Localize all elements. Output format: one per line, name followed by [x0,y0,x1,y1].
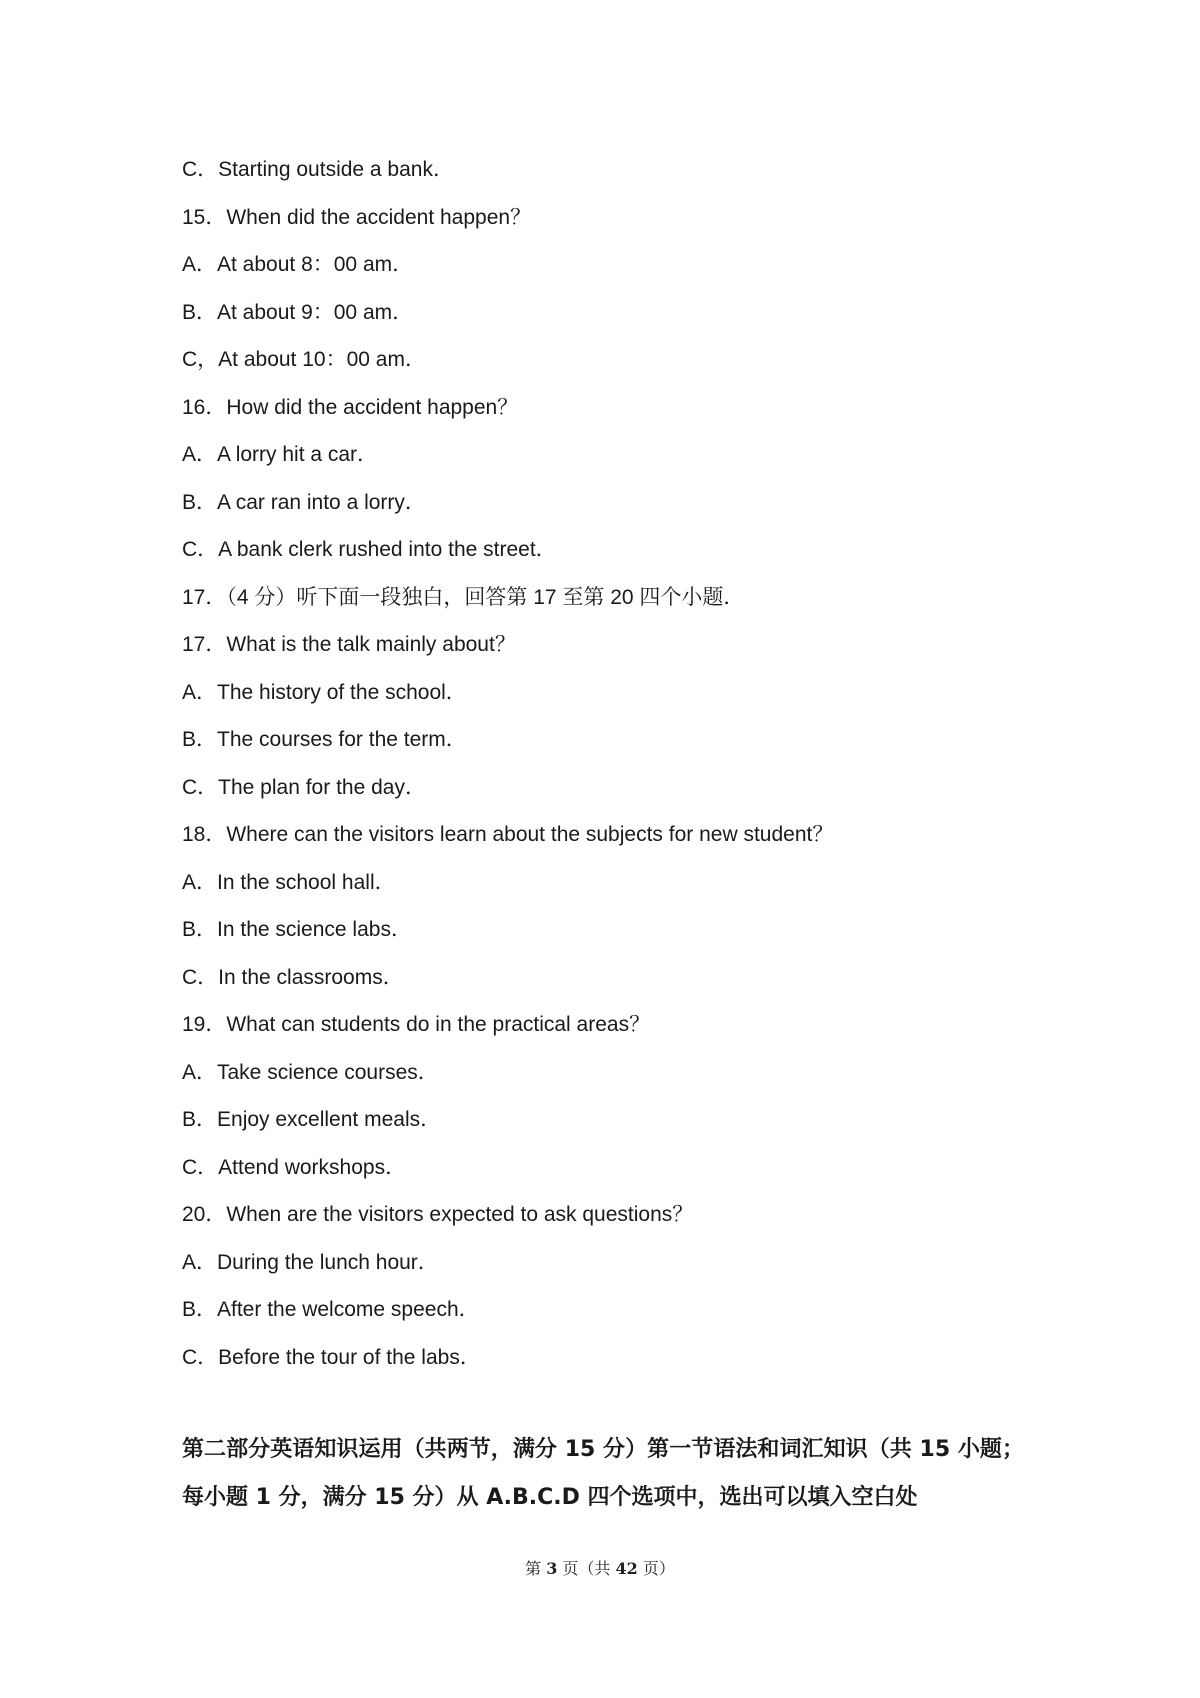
footer-suffix: 页） [637,1559,675,1578]
option-17a: A．The history of the school． [182,680,467,704]
question-17: 17．What is the talk mainly about？ [182,633,516,656]
option-16a: A．A lorry hit a car． [182,443,379,466]
footer-middle: 页（共 [557,1559,616,1578]
option-15a: A．At about 8：00 am． [182,253,414,276]
option-17b: B．The courses for the term． [182,728,467,751]
option-19c: C．Attend workshops． [182,1155,407,1179]
section-heading: 第二部分英语知识运用（共两节，满分 15 分）第一节语法和词汇知识（共 15 小题；每小题 1 分，满分 15 分）从 A.B.C.D 四个选项中，选出可以填入空白处 [182,1437,1024,1510]
option-18a: A．In the school hall． [182,870,396,894]
option-18c: C．In the classrooms． [182,965,404,989]
total-pages: 42 [615,1559,638,1578]
option-16b: B．A car ran into a lorry． [182,490,426,514]
option-15c: C，At about 10：00 am． [182,348,426,371]
option-18b: B．In the science labs． [182,918,412,941]
page-footer [0,1556,1200,1579]
question-16: 16．How did the accident happen？ [182,395,519,419]
option-17c: C．The plan for the day． [182,775,426,799]
option-20c: C．Before the tour of the labs． [182,1345,481,1369]
option-15b: B．At about 9：00 am． [182,300,414,324]
option-20b: B．After the welcome speech． [182,1298,480,1321]
question-18: 18．Where can the visitors learn about the subjects for new student？ [182,823,834,846]
listening-instruction: 17．（4 分）听下面一段独白，回答第 17 至第 20 四个小题． [182,585,745,609]
question-15: 15．When did the accident happen？ [182,205,532,229]
question-list [182,152,1042,1387]
option-19a: A．Take science courses． [182,1060,439,1084]
option-19b: B．Enjoy excellent meals． [182,1108,442,1131]
option-16c: C．A bank clerk rushed into the street． [182,538,557,561]
question-19: 19．What can students do in the practical areas？ [182,1013,651,1036]
page-number: 3 [546,1559,558,1578]
option-14c: C．Starting outside a bank． [182,158,454,181]
footer-prefix: 第 [525,1559,547,1578]
question-20: 20．When are the visitors expected to ask questions？ [182,1203,694,1226]
option-20a: A．During the lunch hour． [182,1250,439,1274]
